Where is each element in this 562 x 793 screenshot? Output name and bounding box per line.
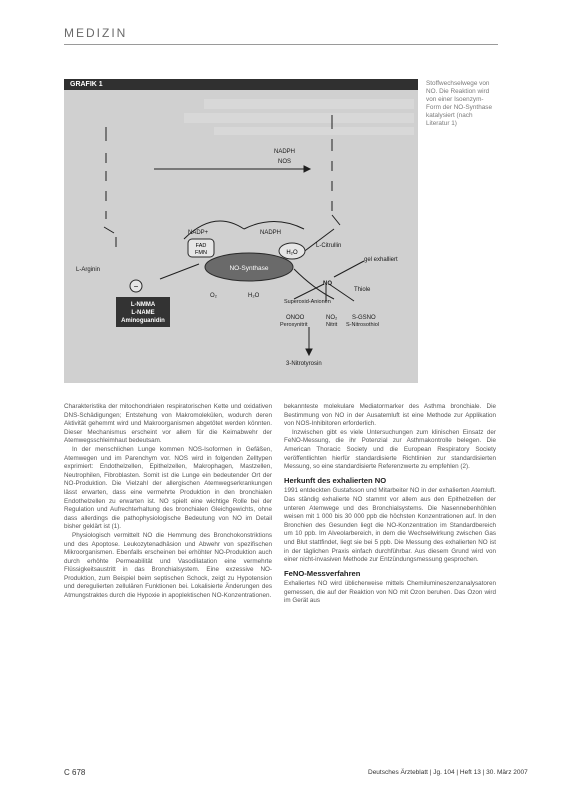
h2o-lower-label: H₂O: [248, 293, 260, 299]
left-paragraph-2: In der menschlichen Lunge kommen NOS-Isoformen in Gefäßen, Atemwegen und im Parenchym vor. NOS wird in folgenden Zelltypen exprimiert: Endothelzellen, Epithelzellen, Makrophagen, Mastzellen, Neutrophilen, Fibroblasten. Somit ist die Lunge ein bedeutender Ort der NO-Produktion. Die Vielzahl der allergischen Atemwegserkrankungen lässt erwarten, dass eine vermehrte Produktion in den bronchialen Endothelzellen zu erwarten ist. NO spielt eine wichtige Rolle bei der Regulation und Aufrechterhaltung des bronchialen Gleichgewichts, ohne dass allerdings die pathophysiologische Bedeutung von NO im Detail bisher geklärt ist (1).: [64, 445, 272, 531]
left-paragraph-3: Physiologisch vermittelt NO die Hemmung des Bronchokonstriktions und des Apoptose. Leukozytenadhäsion und Abwehr von spezifischen Mikroorganismen. Ebenfalls erscheinen bei erhöhter NO-Produktion auch durch erhöhte Permeabilität und Vasodilatation eine vermehrte Flüssigkeitsaustritt in das Bronchialsystem. Eine exzessive NO-Produktion, zum Beispiel beim septischen Schock, zeigt zu Hypotension und deregulierten zellulären Funktionen bei. Lokalisierte Änderungen des Atmungstraktes durch die Hypoxie in apoplektischen NO-Konzentrationen.: [64, 531, 272, 600]
no2-label: NO₂: [326, 315, 338, 321]
inhibitor-lnmma: L-NMMA: [130, 302, 156, 308]
heading-feno: FeNO-Messverfahren: [284, 568, 361, 578]
figure-label: GRAFIK 1: [64, 79, 418, 90]
nos-enzyme-label: NO-Synthase: [229, 265, 269, 272]
nitrite-label: Nitrit: [326, 322, 338, 328]
section-divider: [64, 44, 498, 45]
fmn-label: FMN: [195, 250, 207, 256]
journal-footer: Deutsches Ärzteblatt | Jg. 104 | Heft 13 | 30. März 2007: [368, 769, 528, 776]
no-label: NO: [323, 281, 332, 287]
figure-panel: [64, 79, 418, 383]
section-heading: MEDIZIN: [64, 26, 128, 40]
h2o-upper-label: H₂O: [286, 250, 298, 256]
nadph-label: NADPH: [260, 230, 282, 236]
fad-label: FAD: [195, 243, 207, 249]
citrulline-label: L-Citrullin: [316, 243, 342, 249]
exhaled-label: gel exhalliert: [364, 257, 398, 263]
inhibition-sign: −: [133, 282, 139, 291]
snitrosothiol-label: S-Nitrosothiol: [346, 322, 380, 328]
left-paragraph-1: Charakteristika der mitochondrialen respiratorischen Kette und oxidativen DNS-Schädigungen; Entstehung von Makromolekülen, wodurch deren Aktivität gehemmt wird und Makroorganismen abgetötet werden könnten. Dieser Mechanismus erscheint vor allem für die Keimabwehr der Atemwegsschleimhaut bedeutsam.: [64, 403, 272, 445]
gsno-label: S-GSNO: [352, 315, 376, 321]
nos-top-label: NOS: [278, 159, 292, 165]
page-number: C 678: [64, 768, 86, 777]
inhibitor-lname: L-NAME: [131, 310, 155, 316]
heading-exhaled-no: Herkunft des exhalierten NO: [284, 475, 387, 485]
onoo-label: ONOO: [286, 315, 305, 321]
nadph-top-label: NADPH: [274, 149, 296, 155]
peroxynitrite-label: Peroxynitrit: [280, 322, 308, 328]
right-paragraph-2: Inzwischen gibt es viele Untersuchungen zum klinischen Einsatz der FeNO-Messung, die ihr Potenzial zur Asthmakontrolle belegen. Die American Thoracic Society und die European Respiratory Society veröffentlichten hierfür standardisierte Richtlinien zur standardisierten Messung, so eine standardisierte Referenzwerte zu empfehlen (2).: [284, 428, 496, 471]
nadp-label: NADP+: [188, 230, 209, 236]
superoxide-label: Superoxid-Anionen: [284, 299, 331, 305]
nitrotyrosine-label: 3-Nitrotyrosin: [286, 361, 322, 367]
text-column-left: [64, 403, 272, 601]
right-paragraph-1: bekannteste molekulare Mediatormarker des Asthma bronchiale. Die Bestimmung von NO in der Ausatemluft ist eine Methode zur Applikation von NOS-Inhibitoren erforderlich.: [284, 403, 496, 428]
thiols-label: Thiole: [354, 287, 371, 293]
arginine-label: L-Arginin: [76, 267, 101, 273]
figure-caption: Stoffwechselwege von NO. Die Reaktion wird von einer Isoenzym-Form der NO-Synthase katalysiert (nach Literatur 1): [426, 80, 493, 127]
inhibitor-aminoguanidine: Aminoguanidin: [121, 318, 165, 324]
metabolism-diagram: [64, 79, 418, 383]
o2-label: O₂: [210, 293, 217, 299]
right-paragraph-3: 1991 entdeckten Gustafsson und Mitarbeiter NO in der exhalierten Atemluft. Das ständig exhalierte NO stammt vor allem aus den Epithelzellen der unteren Atemwege und des Bronchialsystems. Die Nasennebenhöhlen weisen mit 1 000 bis 30 000 ppb die höchsten Konzentrationen auf. In den Bronchien des Gesunden liegt die NO-Konzentration im Standardbereich um 10 ppb. Im Alveolarbereich, in dem die Wechselwirkung zwischen Gas und Blut stattfindet, liegt sie bei 5 ppb. Die Messung des exhalierten NO ist in der täglichen Praxis einfach durchführbar. Aus diesem Grund wird von einer nicht-invasiven Methode zur Entzündungsmessung gesprochen.: [284, 487, 496, 564]
text-column-right: [284, 403, 496, 606]
right-paragraph-4: Exhaliertes NO wird üblicherweise mittels Chemilumineszenzanalysatoren gemessen, die auf der Reaktion von NO mit Ozon beruhen. Das Ozon wird im Gerät aus: [284, 580, 496, 605]
